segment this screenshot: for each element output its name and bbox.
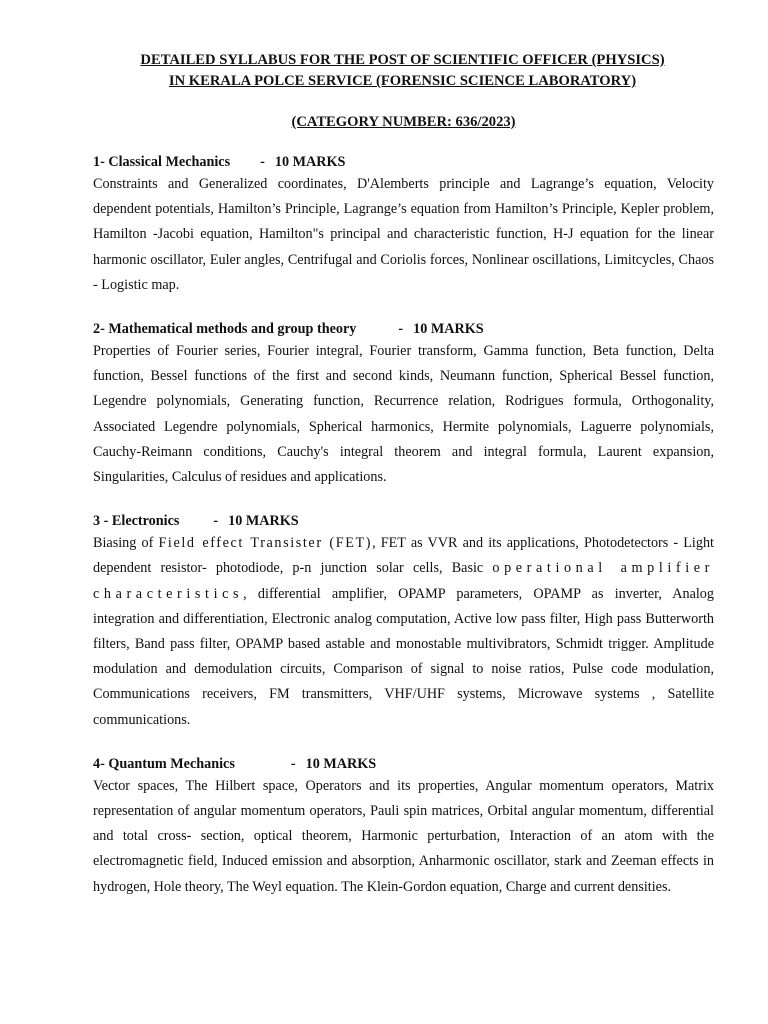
body-text-spaced: operational amplifier characteristics xyxy=(93,560,714,602)
document-title-line-1: DETAILED SYLLABUS FOR THE POST OF SCIENTIFIC OFFICER (PHYSICS) xyxy=(140,52,665,68)
section-classical-mechanics xyxy=(93,152,714,298)
section-title: 1- Classical Mechanics xyxy=(93,154,231,170)
section-heading xyxy=(93,511,714,531)
body-text: , differential amplifier, OPAMP parameters, OPAMP as inverter, Analog integration and differentiation, Electronic analog computation, Active low pass filter, High pass Butterworth filters, Band pass filter, OPAMP based astable and monostable multivibrators, Schmidt trigger. Amplitude modulation and demodulation circuits, Comparison of signal to noise ratios, Pulse code modulation, Communications receivers, FM transmitters, VHF/UHF systems, Microwave systems , Satellite communications. xyxy=(93,585,714,728)
section-separator: - xyxy=(260,154,265,170)
body-text: , FET as VVR and its applications, Photodetectors - Light dependent resistor- photodiode, p-n junction solar cells, Basic xyxy=(93,535,715,577)
section-mathematical-methods xyxy=(93,319,714,490)
section-body: Properties of Fourier series, Fourier integral, Fourier transform, Gamma function, Beta function, Delta function, Bessel functions of the first and second kinds, Neumann function, Spherical Bessel function, Legendre polynomials, Generating function, Recurrence relation, Rodrigues formula, Orthogonality, Associated Legendre polynomials, Spherical harmonics, Hermite polynomials, Laguerre polynomials, Cauchy-Reimann conditions, Cauchy's integral theorem and integral formula, Laurent expansion, Singularities, Calculus of residues and applications. xyxy=(93,343,714,486)
category-number: (CATEGORY NUMBER: 636/2023) xyxy=(291,114,516,130)
section-body: Constraints and Generalized coordinates, D'Alemberts principle and Lagrange’s equation, Velocity dependent potentials, Hamilton’s Principle, Lagrange’s equation from Hamilton’s Principle, Kepler problem, Hamilton -Jacobi equation, Hamilton"s principal and characteristic function, H-J equation for the linear harmonic oscillator, Euler angles, Centrifugal and Coriolis forces, Nonlinear oscillations, Limitcycles, Chaos - Logistic map. xyxy=(93,176,714,293)
section-title: 3 - Electronics xyxy=(93,513,180,530)
section-body xyxy=(93,531,714,733)
section-body: Vector spaces, The Hilbert space, Operators and its properties, Angular momentum operators, Matrix representation of angular momentum operators, Pauli spin matrices, Orbital angular momentum, differential and total cross- section, optical theorem, Harmonic perturbation, Interaction of an atom with the electromagnetic field, Induced emission and absorption, Anharmonic oscillator, stark and Zeeman effects in hydrogen, Hole theory, The Weyl equation. The Klein-Gordon equation, Charge and current densities. xyxy=(93,777,714,895)
section-separator: - xyxy=(213,513,219,530)
section-marks: 10 MARKS xyxy=(305,755,377,772)
section-title: 4- Quantum Mechanics xyxy=(93,755,235,772)
section-marks: 10 MARKS xyxy=(228,513,299,530)
section-heading xyxy=(93,152,714,172)
body-text-spaced: Field effect Transister (FET) xyxy=(158,535,373,552)
body-text: Biasing of xyxy=(93,535,159,552)
section-marks: 10 MARKS xyxy=(274,154,346,170)
section-separator: - xyxy=(398,321,404,338)
document-title-line-2: IN KERALA POLCE SERVICE (FORENSIC SCIENCE LABORATORY) xyxy=(168,73,637,89)
section-title: 2- Mathematical methods and group theory xyxy=(93,321,357,338)
section-heading xyxy=(93,754,714,774)
section-separator: - xyxy=(290,755,296,772)
section-marks: 10 MARKS xyxy=(413,321,484,338)
section-quantum-mechanics xyxy=(93,754,714,900)
section-heading xyxy=(93,319,714,339)
section-electronics xyxy=(93,511,714,733)
